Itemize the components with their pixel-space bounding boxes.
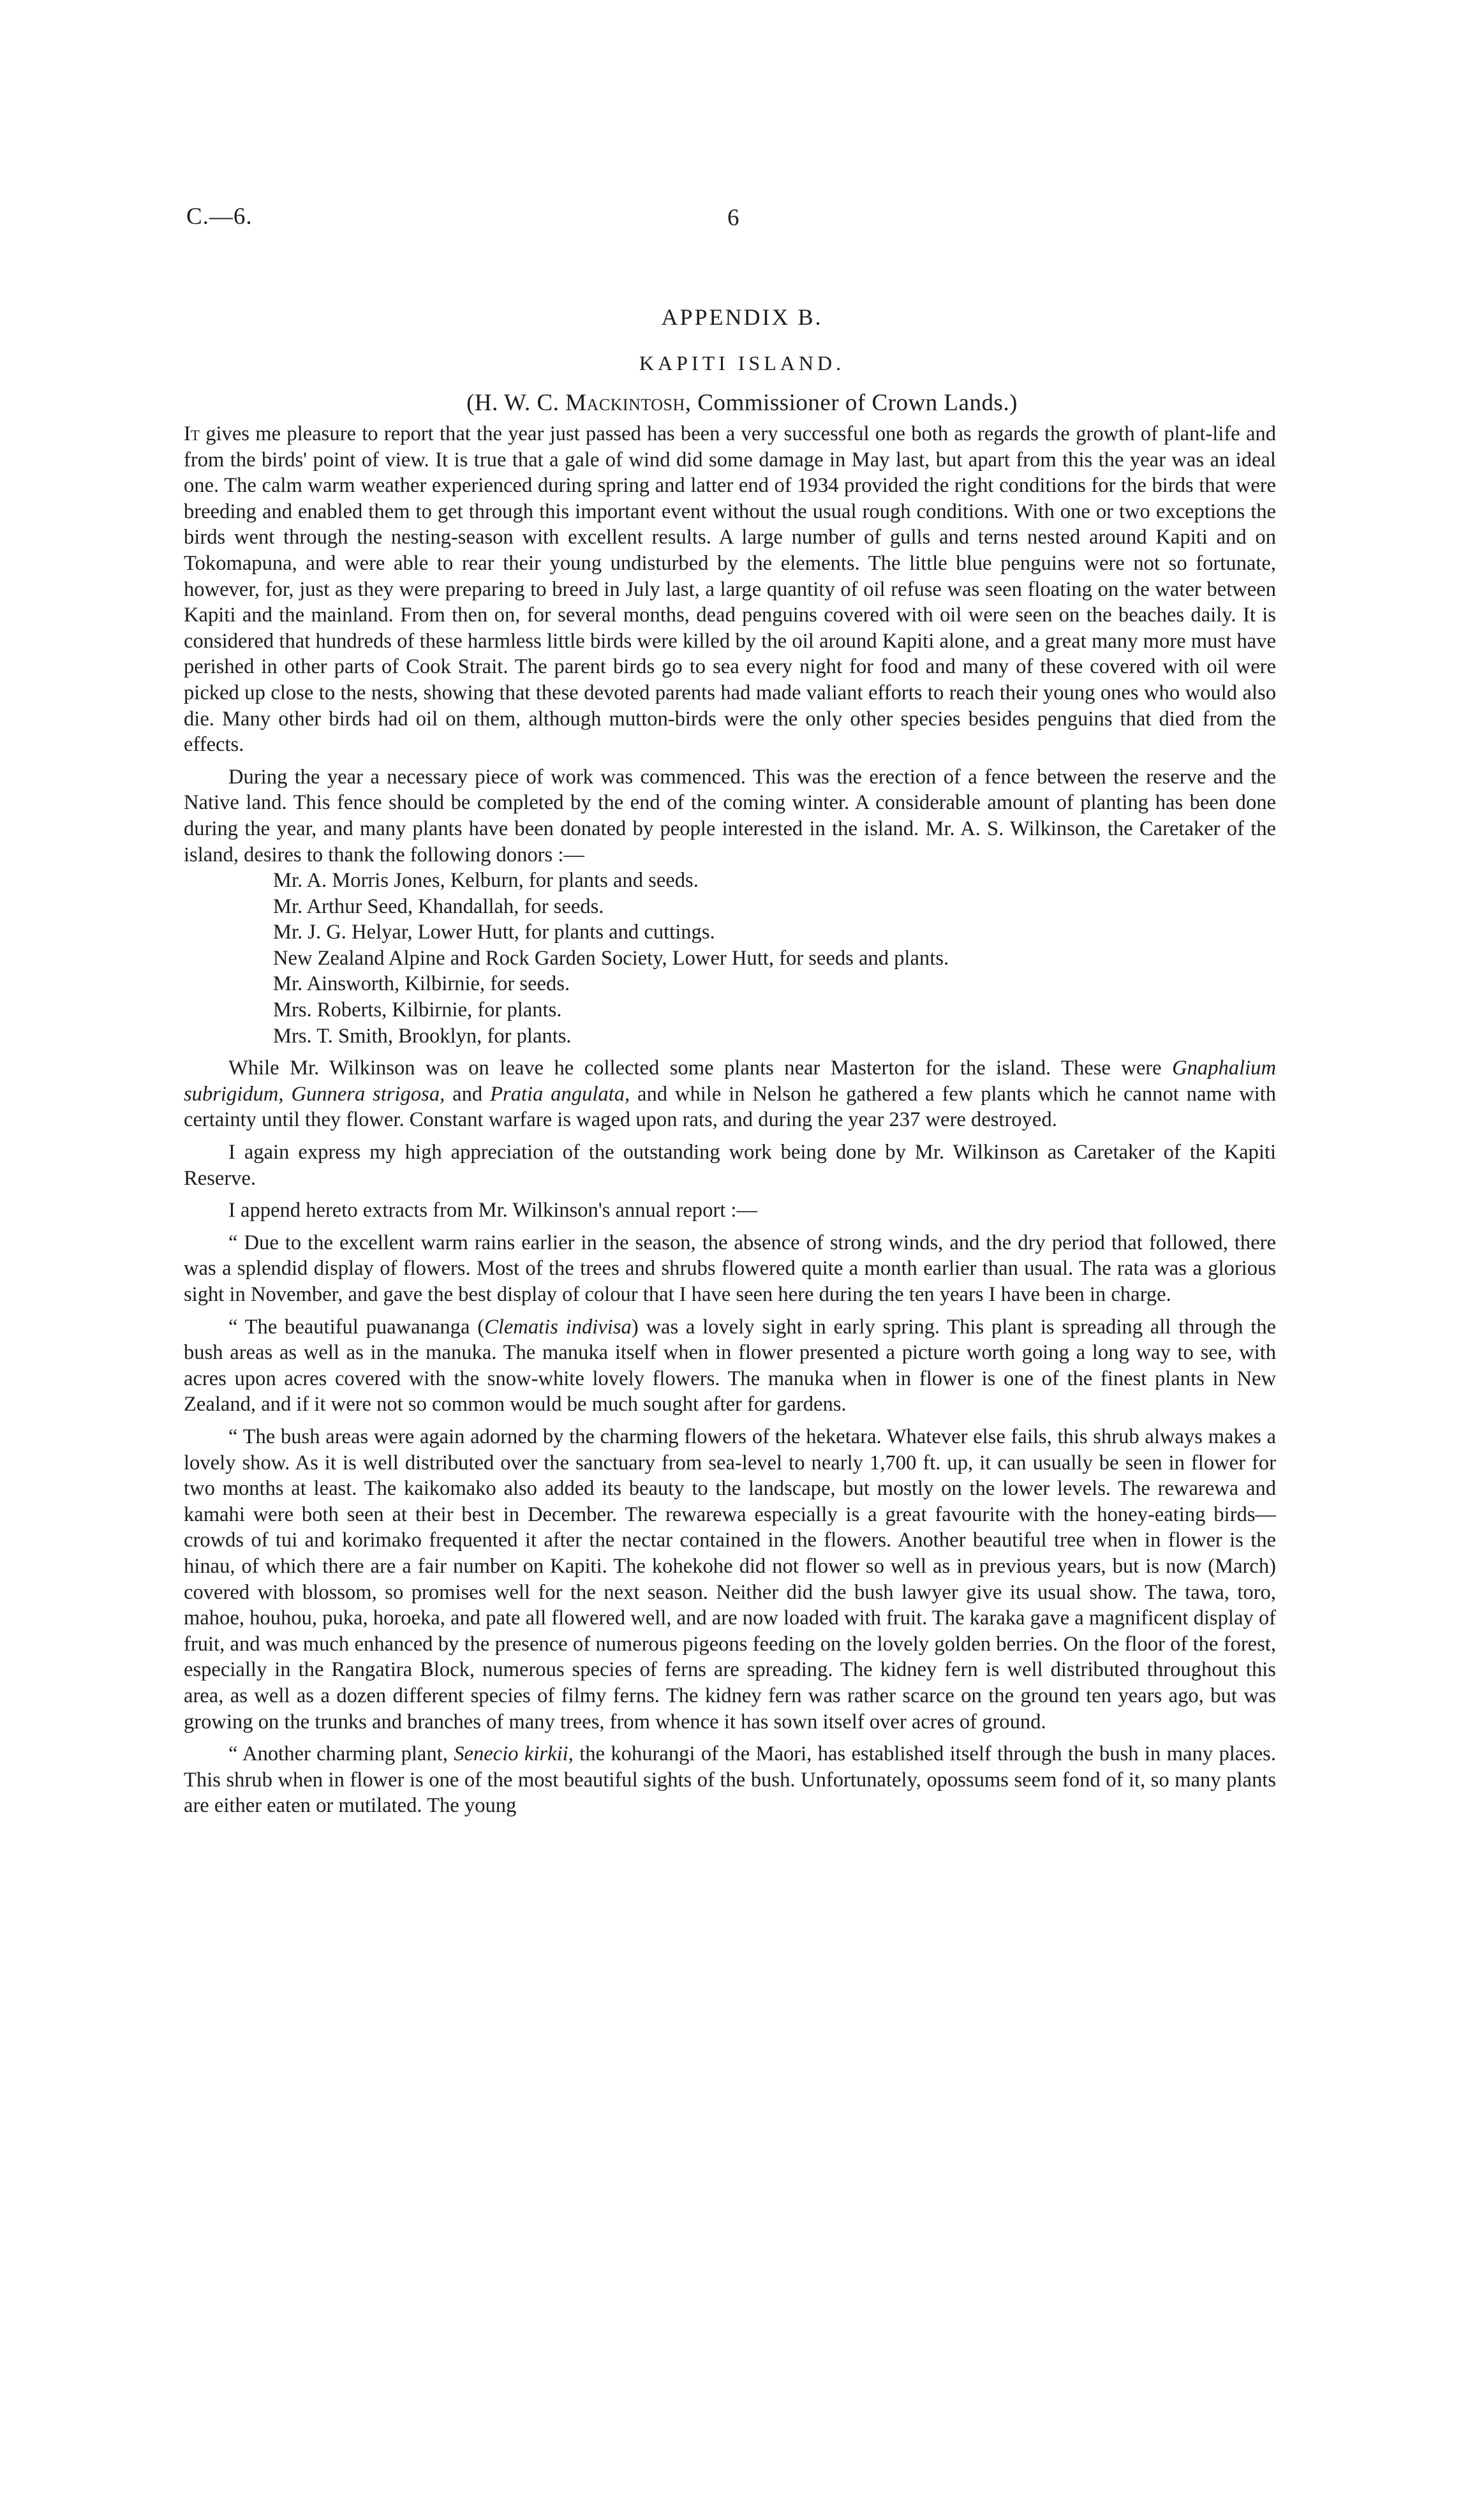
species-name: Pratia angulata, — [490, 1082, 630, 1106]
document-reference: C.—6. — [186, 204, 253, 230]
donor-item: Mr. J. G. Helyar, Lower Hutt, for plants and cuttings. — [273, 921, 715, 944]
author-name: Mackintosh — [565, 390, 685, 416]
paragraph-flowers: “ Due to the excellent warm rains earlier in the season, the absence of strong winds, and the dry period that followed, there was a splendid display of flowers. Most of the trees and shrubs flowered quite a month earlier than usual. The rata was a glorious sight in November, and gave the best display of colour that I have seen here during the ten years I have been in charge. — [184, 1231, 1276, 1306]
appendix-heading: APPENDIX B. — [661, 304, 823, 330]
paragraph-senecio: “ Another charming plant, Senecio kirkii, the kohurangi of the Maori, has established itself through the bush in many places. This shrub when in flower is one of the most beautiful sights of the bush. Unfortunately, opossums seem fond of it, so many plants are either eaten or mutilated. The young — [184, 1742, 1276, 1818]
species-name: Senecio kirkii, — [454, 1742, 574, 1766]
page-number: 6 — [727, 205, 739, 231]
paragraph-bush: “ The bush areas were again adorned by the charming flowers of the heketara. Whatever else fails, this shrub always makes a lovely show. As it is well distributed over the sanctuary from sea-level to nearly 1,700 ft. up, it can usually be seen in flower for two months at least. The kaikomako also added its beauty to the landscape, but mostly on the lower levels. The rewarewa and kamahi were both seen at their best in December. The rewarewa especially is a great favourite with the honey-eating birds—crowds of tui and korimako frequented it after the nectar contained in the flowers. Another beautiful tree when in flower is the hinau, of which there are a fair number on Kapiti. The kohekohe did not flower so well as in previous years, but is now (March) covered with blossom, so promises well for the next season. Neither did the bush lawyer give its usual show. The tawa, toro, mahoe, houhou, puka, horoeka, and pate all flowered well, and are now loaded with fruit. The karaka gave a magnificent display of fruit, and was much enhanced by the presence of numerous pigeons feeding on the lovely golden berries. On the floor of the forest, especially in the Rangatira Block, numerous species of ferns are spreading. The kidney fern is well distributed throughout this area, as well as a dozen different species of filmy ferns. The kidney fern was rather scarce on the ground ten years ago, but was growing on the trunks and branches of many trees, from whence it has sown itself over acres of ground. — [184, 1425, 1276, 1733]
donor-item: New Zealand Alpine and Rock Garden Society, Lower Hutt, for seeds and plants. — [273, 946, 949, 970]
author-line: (H. W. C. Mackintosh, Commissioner of Crown Lands.) — [466, 390, 1018, 416]
donor-item: Mr. Arthur Seed, Khandallah, for seeds. — [273, 894, 604, 918]
opening-word: It — [184, 422, 200, 445]
paragraph-append: I append hereto extracts from Mr. Wilkinson's annual report :— — [228, 1199, 758, 1222]
paragraph-opening: It gives me pleasure to report that the year just passed has been a very successful one both as regards the growth of plant-life and from the birds' point of view. It is true that a gale of wind did some damage in May last, but apart from this the year was an ideal one. The calm warm weather experienced during spring and latter end of 1934 provided the right conditions for the birds that were breeding and enabled them to get through this important event without the usual rough conditions. With one or two exceptions the birds went through the nesting-season with excellent results. A large number of gulls and terns nested around Kapiti and on Tokomapuna, and were able to rear their young undisturbed by the elements. The little blue penguins were not so fortunate, however, for, just as they were preparing to breed in July last, a large quantity of oil refuse was seen floating on the water between Kapiti and the mainland. From then on, for several months, dead penguins covered with oil were seen on the beaches daily. It is considered that hundreds of these harmless little birds were killed by the oil around Kapiti alone, and a great many more must have perished in other parts of Cook Strait. The parent birds go to sea every night for food and many of these covered with oil were picked up close to the nests, showing that these devoted parents had made valiant efforts to reach their young ones who would also die. Many other birds had oil on them, although mutton-birds were the only other species besides penguins that died from the effects. — [184, 422, 1276, 757]
paragraph-fence: During the year a necessary piece of work was commenced. This was the erection of a fence between the reserve and the Native land. This fence should be completed by the end of the coming winter. A considerable amount of planting has been done during the year, and many plants have been donated by people interested in the island. Mr. A. S. Wilkinson, the Caretaker of the island, desires to thank the following donors :— — [184, 765, 1276, 866]
donor-list — [273, 868, 1276, 1049]
paragraph-clematis: “ The beautiful puawananga (Clematis indivisa) was a lovely sight in early spring. This plant is spreading all through the bush areas as well as in the manuka. The manuka itself when in flower presented a picture worth going a long way to see, with acres upon acres covered with the snow-white lovely flowers. The manuka when in flower is one of the finest plants in New Zealand, and if it were not so common would be much sought after for gardens. — [184, 1315, 1277, 1416]
species-name: Gnaphalium subrigidum, — [184, 1057, 1276, 1106]
species-name: Clematis indivisa — [484, 1315, 632, 1339]
species-name: Gunnera strigosa, — [291, 1082, 445, 1106]
donor-item: Mr. Ainsworth, Kilbirnie, for seeds. — [273, 972, 570, 996]
donor-item: Mrs. Roberts, Kilbirnie, for plants. — [273, 998, 562, 1022]
paragraph-appreciation: I again express my high appreciation of the outstanding work being done by Mr. Wilkinson as Caretaker of the Kapiti Reserve. — [184, 1141, 1276, 1190]
paragraph-collection: While Mr. Wilkinson was on leave he collected some plants near Masterton for the island. These were Gnaphalium subrigidum, Gunnera strigosa, and Pratia angulata, and while in Nelson he gathered a few plants which he cannot name with certainty until they flower. Constant warfare is waged upon rats, and during the year 237 were destroyed. — [184, 1057, 1276, 1132]
report-body — [184, 421, 1276, 1819]
donor-item: Mr. A. Morris Jones, Kelburn, for plants and seeds. — [273, 869, 699, 893]
section-title: KAPITI ISLAND. — [639, 352, 845, 375]
donor-item: Mrs. T. Smith, Brooklyn, for plants. — [273, 1024, 572, 1048]
